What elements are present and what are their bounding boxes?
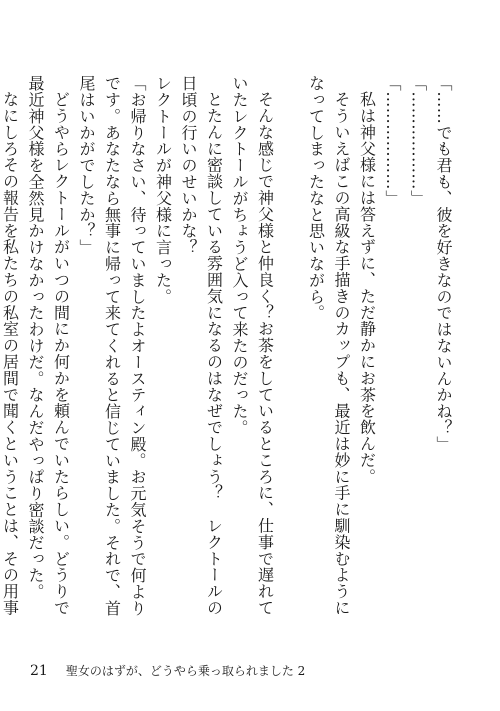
paragraph: 「……でも君も、彼を好きなのではないんかね？」 — [434, 75, 453, 453]
paragraph: そういえばこの高級な手描きのカップも、最近は妙に手に馴染むようになってしまったなと思いながら。 — [306, 75, 351, 616]
page-footer — [30, 662, 305, 679]
paragraph: 「お帰りなさい、待っていましたよオースティン殿。お元気そうで何よりです。あなたなら無事に帰って来てくれると信じていました。それで、首尾はいかがでしたか？」 — [77, 75, 147, 617]
paragraph: どうやらレクトールがいつの間にか何かを頼んでいたらしい。どうりで最近神父様を全然見かけなかったわけだ。なんだやっぱり密談だった。 — [26, 75, 71, 616]
paragraph: 「………………」 — [383, 75, 402, 207]
page-number: 21 — [30, 663, 48, 679]
paragraph: レクトールが神父様に言った。 — [153, 75, 173, 305]
paragraph: とたんに密談している雰囲気になるのはなぜでしょう？ レクトールの日頃の行いのせいかな？ — [179, 75, 224, 616]
paragraph: そんな感じで神父様と仲良く？お茶をしているところに、仕事で遅れていたレクトールがちょうど入って来たのだった。 — [230, 75, 275, 616]
running-title: 聖女のはずが、どうやら乗っ取られました 2 — [65, 664, 306, 678]
paragraph: 私は神父様には答えずに、ただ静かにお茶を飲んだ。 — [357, 91, 377, 485]
paragraph-spacer — [278, 75, 304, 630]
paragraph: なにしろその報告を私たちの私室の居間で聞くということは、その用事 — [0, 91, 20, 616]
body-text — [0, 75, 456, 630]
paragraph: 「………………」 — [408, 75, 428, 207]
